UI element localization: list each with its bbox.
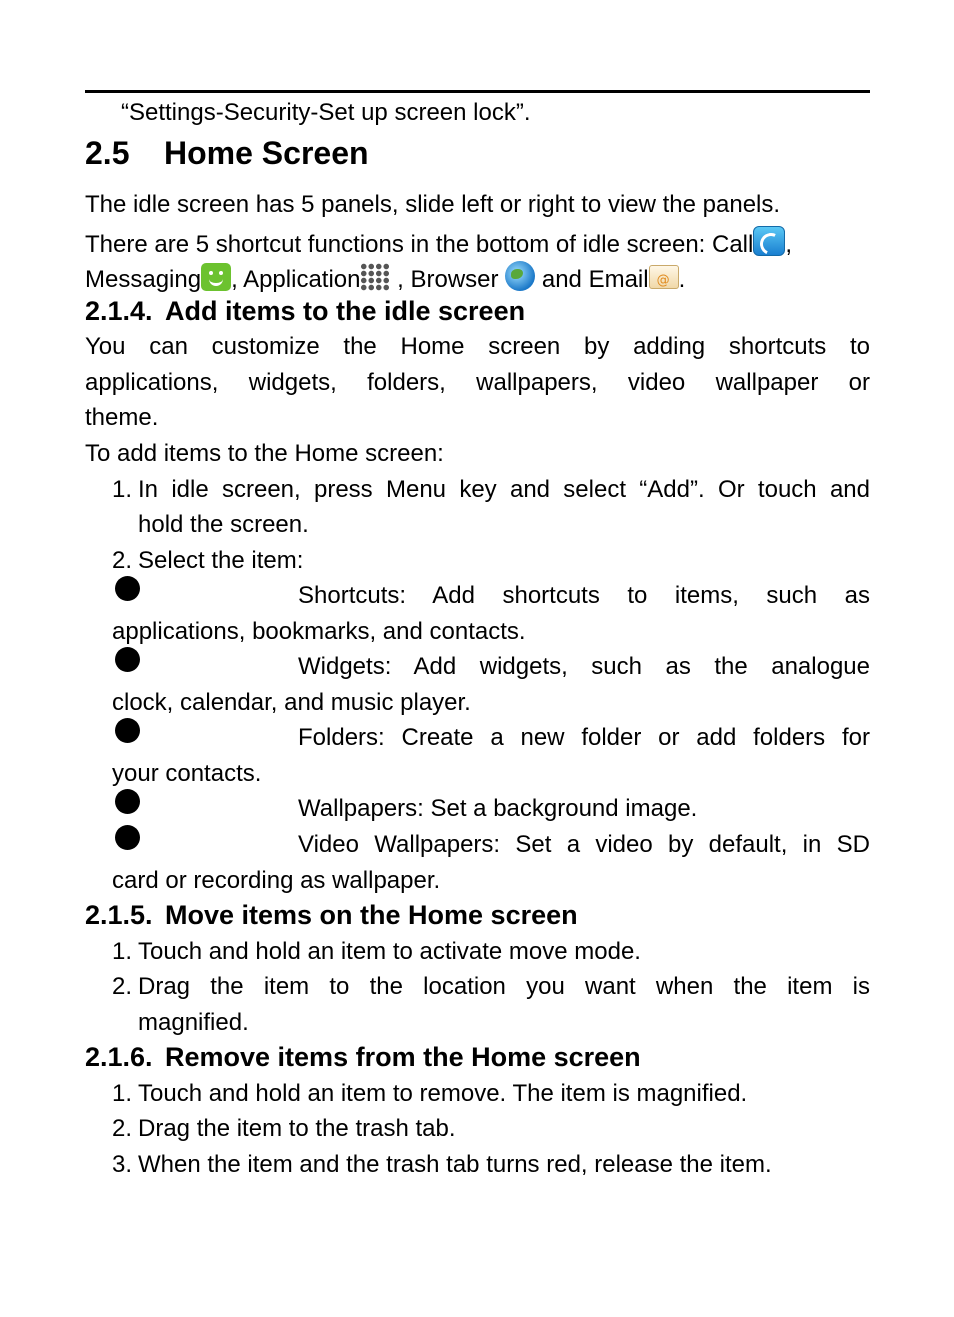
browser-label: , Browser xyxy=(390,266,506,293)
list-number: 2. xyxy=(112,1115,133,1142)
application-icon xyxy=(360,263,390,291)
section-title: Home Screen xyxy=(164,135,369,171)
intro-comma: , xyxy=(785,231,793,258)
application-label: , Application xyxy=(231,266,361,293)
bullet-text-continued: applications, bookmarks, and contacts. xyxy=(112,618,526,645)
list-text: magnified. xyxy=(138,1009,249,1036)
intro-text: There are 5 shortcut functions in the bottom of idle screen: Call xyxy=(85,231,754,258)
bullet-icon xyxy=(115,789,140,814)
intro-line-1: The idle screen has 5 panels, slide left or right to view the panels. xyxy=(85,191,781,218)
email-label: and Email xyxy=(535,266,649,293)
section-number: 2.1.5. xyxy=(85,900,153,930)
messaging-label: Messaging xyxy=(85,266,202,293)
call-icon xyxy=(753,226,785,256)
top-rule xyxy=(85,90,870,93)
list-text: Touch and hold an item to remove. The item is magnified. xyxy=(138,1080,748,1107)
list-text: hold the screen. xyxy=(138,511,309,538)
section-number: 2.1.6. xyxy=(85,1042,153,1072)
section-number: 2.1.4. xyxy=(85,296,153,326)
bullet-text: Video Wallpapers: Set a video by default, in SD xyxy=(298,831,870,858)
list-text: Touch and hold an item to activate move mode. xyxy=(138,938,641,965)
list-number: 2. xyxy=(112,547,133,574)
list-text: Drag the item to the location you want when the item is xyxy=(138,973,870,1000)
section-title: Remove items from the Home screen xyxy=(165,1042,641,1072)
list-text: When the item and the trash tab turns red, release the item. xyxy=(138,1151,772,1178)
list-text: In idle screen, press Menu key and select “Add”. Or touch and xyxy=(138,476,870,503)
list-number: 2. xyxy=(112,973,133,1000)
bullet-text-continued: card or recording as wallpaper. xyxy=(112,867,441,894)
section-heading-2-5 xyxy=(85,133,870,173)
section-title: Move items on the Home screen xyxy=(165,900,578,930)
messaging-icon xyxy=(201,263,231,291)
list-text: Drag the item to the trash tab. xyxy=(138,1115,456,1142)
list-number: 1. xyxy=(112,476,133,503)
browser-icon xyxy=(505,261,535,291)
list-number: 1. xyxy=(112,1080,133,1107)
intro-line-2 xyxy=(85,226,870,260)
bullet-text-continued: clock, calendar, and music player. xyxy=(112,689,471,716)
section-number: 2.5 xyxy=(85,135,130,171)
intro-line-3 xyxy=(85,261,870,295)
bullet-icon xyxy=(115,718,140,743)
email-icon xyxy=(649,265,679,289)
section-heading-2-1-4 xyxy=(85,295,870,327)
continuation-line: “Settings-Security-Set up screen lock”. xyxy=(121,99,531,126)
bullet-icon xyxy=(115,647,140,672)
list-text: Select the item: xyxy=(138,547,304,574)
intro-period: . xyxy=(678,266,686,293)
paragraph-line: You can customize the Home screen by adding shortcuts to xyxy=(85,333,870,360)
paragraph-line: applications, widgets, folders, wallpapers, video wallpaper or xyxy=(85,369,870,396)
bullet-text: Shortcuts: Add shortcuts to items, such as xyxy=(298,582,870,609)
bullet-text: Wallpapers: Set a background image. xyxy=(298,795,698,822)
bullet-text-continued: your contacts. xyxy=(112,760,262,787)
section-title: Add items to the idle screen xyxy=(165,296,526,326)
bullet-text: Widgets: Add widgets, such as the analogue xyxy=(298,653,870,680)
list-number: 1. xyxy=(112,938,133,965)
section-heading-2-1-6 xyxy=(85,1041,870,1073)
paragraph-line: To add items to the Home screen: xyxy=(85,440,444,467)
section-heading-2-1-5 xyxy=(85,899,870,931)
bullet-icon xyxy=(115,825,140,850)
list-number: 3. xyxy=(112,1151,133,1178)
bullet-icon xyxy=(115,576,140,601)
paragraph-line: theme. xyxy=(85,404,159,431)
bullet-text: Folders: Create a new folder or add folders for xyxy=(298,724,870,751)
